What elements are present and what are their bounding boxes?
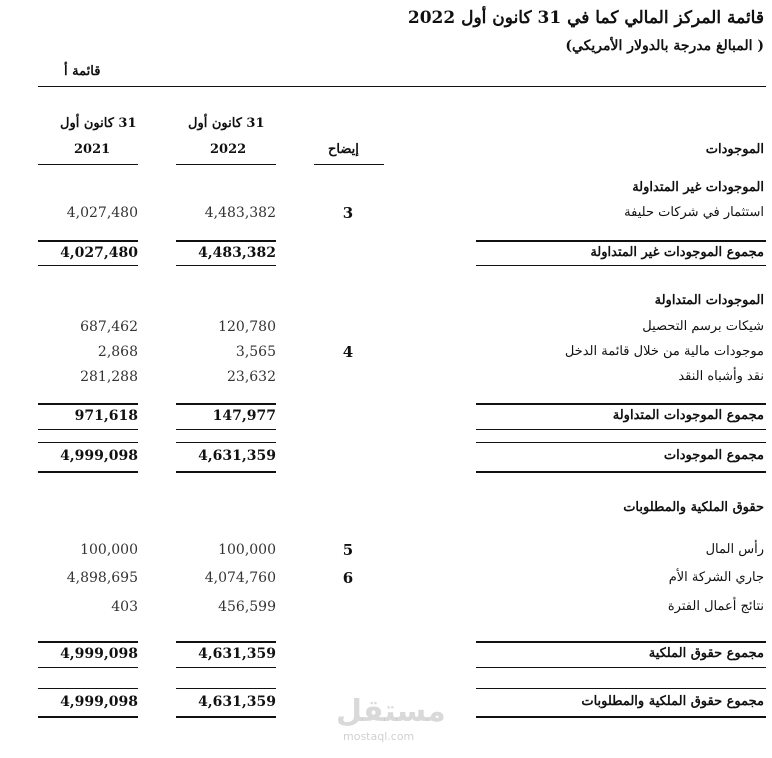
cheques-2022: 120,780 [218,319,276,335]
grand-total-topline-label [476,688,766,689]
noncurrent-total-2022: 4,483,382 [198,245,276,261]
assets-heading: الموجودات [705,142,764,157]
noncurrent-total-2021: 4,027,480 [60,245,138,261]
grand-total-underline-label [476,716,766,718]
grand-total-2021: 4,999,098 [60,694,138,710]
equity-total-2021: 4,999,098 [60,646,138,662]
capital-note: 5 [342,541,354,559]
assets-total-2022: 4,631,359 [198,448,276,464]
cash-2021: 281,288 [80,369,138,385]
period-results-2022: 456,599 [218,599,276,615]
financial-assets-label: موجودات مالية من خلال قائمة الدخل [564,344,764,359]
col-2021-heading-year: 2021 [74,142,111,157]
current-total-2022: 147,977 [212,408,276,424]
cheques-label: شيكات برسم التحصيل [642,319,764,334]
watermark-logo: مستقل [336,694,446,729]
note-heading-underline [314,164,384,165]
period-results-2021: 403 [111,599,138,615]
col-2022-heading-line1: 31 كانون أول [188,116,265,131]
noncurrent-assets-heading: الموجودات غير المتداولة [632,180,764,195]
noncurrent-total-underline-2022 [176,265,276,266]
current-total-rule-2021 [38,403,138,405]
equity-total-underline-2022 [176,667,276,668]
current-total-label: مجموع الموجودات المتداولة [612,408,764,423]
equity-total-rule-2021 [38,641,138,643]
assets-total-underline-2021 [38,471,138,473]
statement-subtitle: ( المبالغ مدرجة بالدولار الأمريكي) [565,38,764,54]
grand-total-underline-2022 [176,716,276,718]
assets-total-underline-label [476,471,766,473]
col-2021-heading-underline [38,164,138,165]
cheques-2021: 687,462 [80,319,138,335]
assets-total-label: مجموع الموجودات [663,448,764,463]
watermark-url: mostaql.com [343,730,415,743]
equity-total-rule-label [476,641,766,643]
noncurrent-total-rule-label [476,240,766,242]
current-total-2021: 971,618 [74,408,138,424]
cash-2022: 23,632 [227,369,276,385]
equity-heading: حقوق الملكية والمطلوبات [623,500,764,515]
noncurrent-total-underline-2021 [38,265,138,266]
equity-total-underline-2021 [38,667,138,668]
grand-total-underline-2021 [38,716,138,718]
noncurrent-total-label: مجموع الموجودات غير المتداولة [590,245,764,260]
assets-total-topline-2021 [38,442,138,443]
current-total-underline-2021 [38,429,138,430]
noncurrent-total-underline-label [476,265,766,266]
parent-account-2022: 4,074,760 [204,570,276,586]
current-total-underline-label [476,429,766,430]
financial-assets-note: 4 [342,343,354,361]
current-total-underline-2022 [176,429,276,430]
parent-account-label: جاري الشركة الأم [668,570,764,585]
assets-total-topline-2022 [176,442,276,443]
equity-total-2022: 4,631,359 [198,646,276,662]
col-2021-heading-line1: 31 كانون أول [60,116,137,131]
statement-title: قائمة المركز المالي كما في 31 كانون أول 2022 [407,8,764,28]
current-assets-heading: الموجودات المتداولة [654,293,764,308]
note-column-heading: إيضاح [328,142,359,157]
grand-total-label: مجموع حقوق الملكية والمطلوبات [581,694,764,709]
investment-2021: 4,027,480 [66,205,138,221]
noncurrent-total-rule-2022 [176,240,276,242]
current-total-rule-label [476,403,766,405]
financial-assets-2021: 2,868 [97,344,138,360]
period-results-label: نتائج أعمال الفترة [667,599,764,614]
grand-total-topline-2021 [38,688,138,689]
parent-account-2021: 4,898,695 [66,570,138,586]
col-2022-heading-underline [176,164,276,165]
assets-total-2021: 4,999,098 [60,448,138,464]
header-divider [38,86,766,87]
grand-total-topline-2022 [176,688,276,689]
investment-label: استثمار في شركات حليفة [624,205,764,220]
equity-total-label: مجموع حقوق الملكية [648,646,764,661]
capital-2022: 100,000 [218,542,276,558]
col-2022-heading-year: 2022 [210,142,247,157]
investment-2022: 4,483,382 [204,205,276,221]
current-total-rule-2022 [176,403,276,405]
assets-total-underline-2022 [176,471,276,473]
schedule-label: قائمة أ [64,64,101,79]
financial-assets-2022: 3,565 [235,344,276,360]
capital-label: رأس المال [705,542,764,557]
capital-2021: 100,000 [80,542,138,558]
grand-total-2022: 4,631,359 [198,694,276,710]
assets-total-topline-label [476,442,766,443]
equity-total-underline-label [476,667,766,668]
investment-note: 3 [342,204,354,222]
equity-total-rule-2022 [176,641,276,643]
parent-account-note: 6 [342,569,354,587]
cash-label: نقد وأشباه النقد [678,369,764,384]
noncurrent-total-rule-2021 [38,240,138,242]
